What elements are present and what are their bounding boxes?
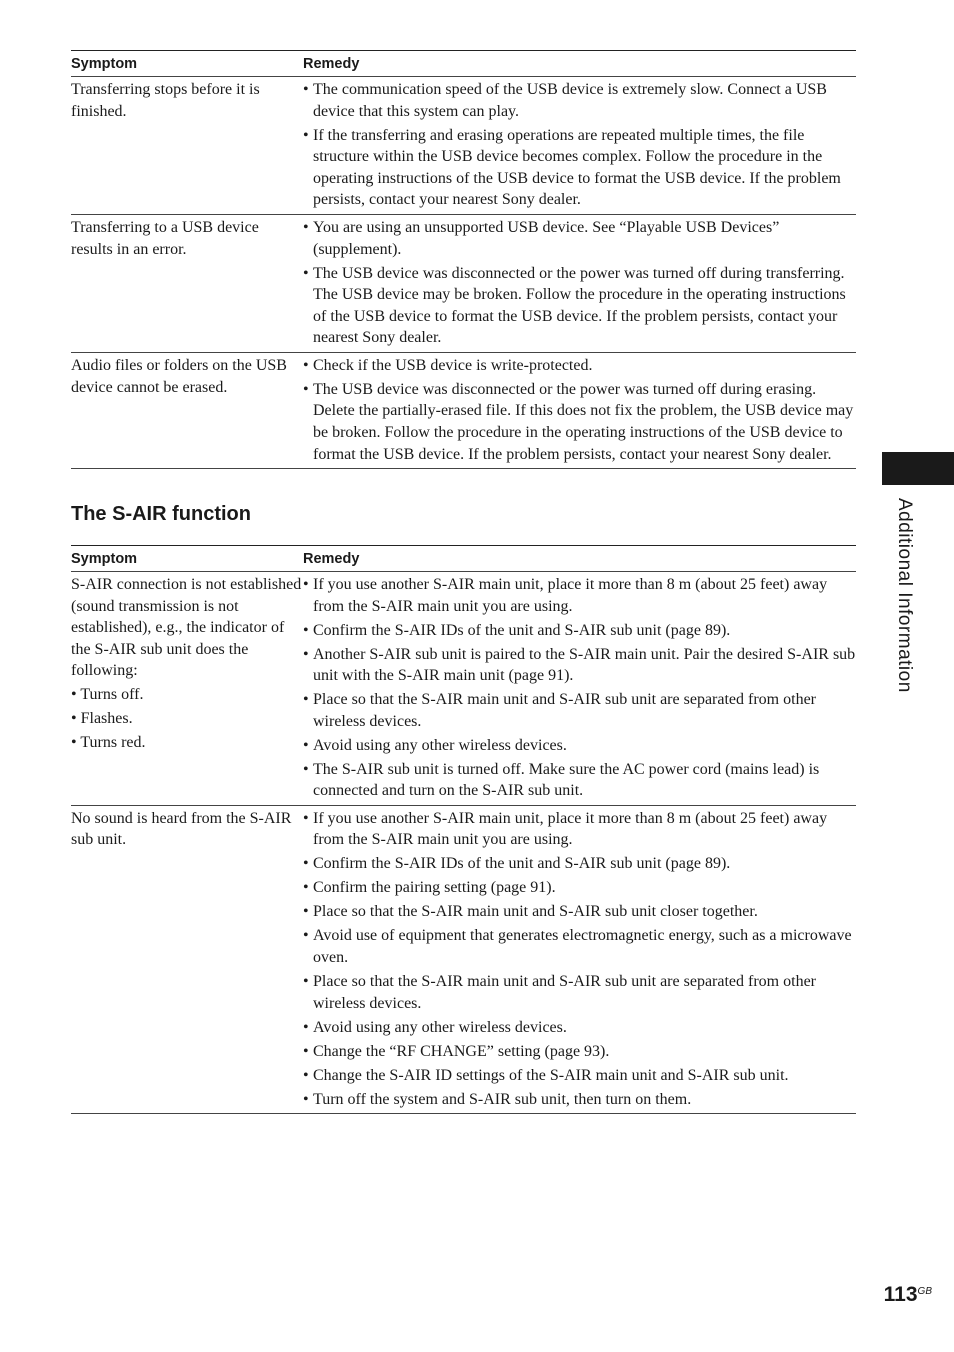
remedy-item: • You are using an unsupported USB device. See “Playable USB Devices” (supplement).	[303, 217, 856, 260]
remedy-item: • Avoid use of equipment that generates electromagnetic energy, such as a microwave oven.	[303, 925, 856, 968]
remedy-item: • Confirm the S-AIR IDs of the unit and S-AIR sub unit (page 89).	[303, 853, 856, 875]
symptom-cell	[71, 355, 303, 465]
table-row	[71, 353, 856, 469]
remedy-item: • Confirm the pairing setting (page 91).	[303, 877, 856, 899]
remedy-item: • Avoid using any other wireless devices.	[303, 735, 856, 757]
symptom-text: Transferring stops before it is finished.	[71, 81, 260, 120]
remedy-header: Remedy	[303, 550, 360, 567]
table-body	[71, 77, 856, 469]
symptom-list-item: • Turns red.	[71, 734, 146, 752]
remedy-item: • Place so that the S-AIR main unit and S-AIR sub unit closer together.	[303, 901, 856, 923]
remedy-item: • If you use another S-AIR main unit, place it more than 8 m (about 25 feet) away from the S-AIR main unit you are using.	[303, 808, 856, 851]
section-tab-label: Additional Information	[894, 498, 915, 693]
remedy-item: • The USB device was disconnected or the power was turned off during transferring. The USB device may be broken. Follow the procedure in the operating instructions of the USB device to format the USB device. If the problem persists, contact your nearest Sony dealer.	[303, 263, 856, 349]
table-header	[71, 546, 856, 572]
symptom-text: Transferring to a USB device results in an error.	[71, 218, 259, 258]
remedy-list	[303, 217, 856, 349]
symptom-header: Symptom	[71, 55, 138, 72]
remedy-cell	[303, 79, 856, 211]
page-number-value: 113	[883, 1283, 918, 1306]
remedy-item: • Check if the USB device is write-protected.	[303, 355, 856, 377]
table-row	[71, 806, 856, 1114]
table-header	[71, 51, 856, 77]
remedy-item: • The USB device was disconnected or the power was turned off during erasing. Delete the partially-erased file. If this does not fix the problem, the USB device may be broken. Follow the procedure in the operating instructions of the USB device to format the USB device. If the problem persists, contact your nearest Sony dealer.	[303, 379, 856, 465]
symptom-text: S-AIR connection is not established (sound transmission is not established), e.g., the indicator of the S-AIR sub unit does the following:	[71, 576, 302, 680]
remedy-item: • If the transferring and erasing operations are repeated multiple times, the file structure within the USB device becomes complex. Follow the procedure in the operating instructions of the USB device to format the USB device. If the problem persists, contact your nearest Sony dealer.	[303, 125, 856, 211]
remedy-cell	[303, 808, 856, 1110]
remedy-list	[303, 574, 856, 802]
remedy-item: • Change the “RF CHANGE” setting (page 93).	[303, 1041, 856, 1063]
page-number-suffix: GB	[917, 1286, 932, 1297]
table-row	[71, 215, 856, 353]
symptom-text: Audio files or folders on the USB device cannot be erased.	[71, 356, 287, 396]
remedy-item: • If you use another S-AIR main unit, place it more than 8 m (about 25 feet) away from the S-AIR main unit you are using.	[303, 574, 856, 617]
symptom-cell	[71, 217, 303, 349]
remedy-item: • Avoid using any other wireless devices.	[303, 1017, 856, 1039]
symptom-header: Symptom	[71, 550, 138, 567]
remedy-item: • Place so that the S-AIR main unit and S-AIR sub unit are separated from other wireless devices.	[303, 689, 856, 732]
remedy-list	[303, 808, 856, 1110]
page-number	[884, 1283, 932, 1307]
symptom-cell	[71, 79, 303, 211]
remedy-item: • The S-AIR sub unit is turned off. Make sure the AC power cord (mains lead) is connected and turn on the S-AIR sub unit.	[303, 759, 856, 802]
table-row	[71, 572, 856, 806]
symptom-list-item: • Flashes.	[71, 710, 133, 728]
remedy-cell	[303, 355, 856, 465]
usb-troubleshooting-table	[71, 50, 856, 469]
symptom-cell	[71, 808, 303, 1110]
remedy-item: • The communication speed of the USB device is extremely slow. Connect a USB device that this system can play.	[303, 79, 856, 122]
remedy-item: • Turn off the system and S-AIR sub unit, then turn on them.	[303, 1089, 856, 1111]
table-body	[71, 572, 856, 1114]
remedy-item: • Place so that the S-AIR main unit and S-AIR sub unit are separated from other wireless devices.	[303, 971, 856, 1014]
remedy-item: • Change the S-AIR ID settings of the S-AIR main unit and S-AIR sub unit.	[303, 1065, 856, 1087]
s-air-troubleshooting-table	[71, 545, 856, 1114]
symptom-cell	[71, 574, 303, 802]
remedy-list	[303, 79, 856, 211]
remedy-cell	[303, 217, 856, 349]
remedy-cell	[303, 574, 856, 802]
remedy-header: Remedy	[303, 55, 360, 72]
remedy-item: • Confirm the S-AIR IDs of the unit and S-AIR sub unit (page 89).	[303, 620, 856, 642]
symptom-text: No sound is heard from the S-AIR sub unit.	[71, 809, 292, 849]
remedy-list	[303, 355, 856, 465]
symptom-list	[71, 684, 303, 754]
remedy-item: • Another S-AIR sub unit is paired to the S-AIR main unit. Pair the desired S-AIR sub unit with the S-AIR main unit (page 91).	[303, 644, 856, 687]
section-title: The S-AIR function	[71, 503, 251, 525]
symptom-list-item: • Turns off.	[71, 686, 144, 704]
section-tab-marker	[882, 452, 954, 485]
table-row	[71, 77, 856, 215]
